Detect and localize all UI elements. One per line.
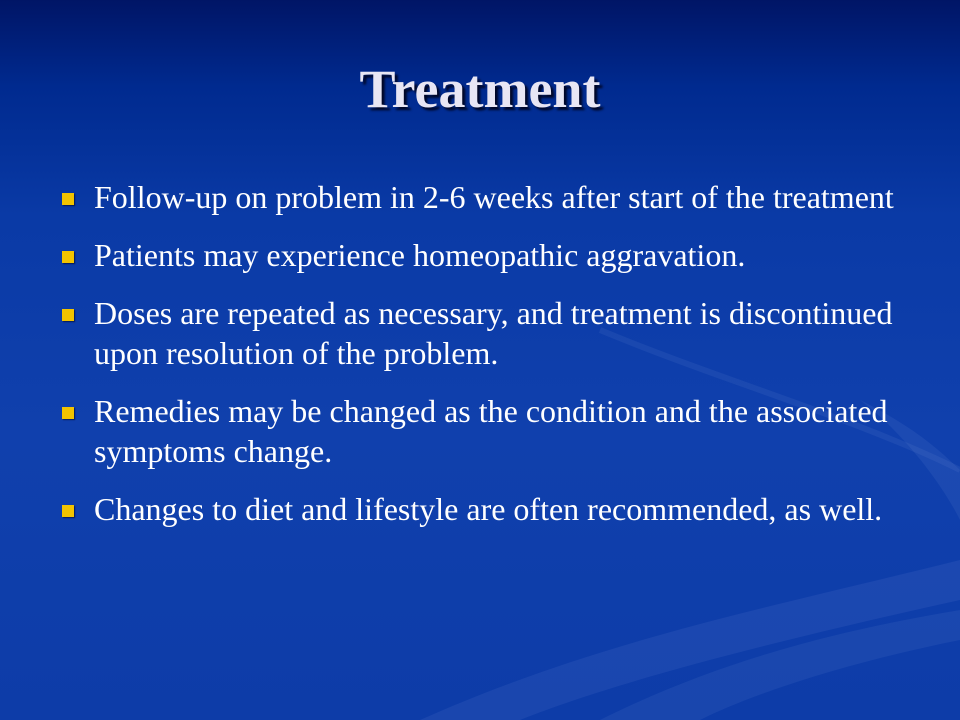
bullet-item [60,293,910,373]
slide-title: Treatment [359,59,601,119]
bullet-text: Remedies may be changed as the condition and the associated symptoms change. [94,393,888,469]
square-bullet-icon [62,251,74,263]
bullet-text: Doses are repeated as necessary, and treatment is discontinued upon resolution of the problem. [94,295,893,371]
bullet-item [60,235,910,275]
bullet-text: Follow-up on problem in 2-6 weeks after start of the treatment [94,179,894,215]
square-bullet-icon [62,505,74,517]
bullet-text: Patients may experience homeopathic aggravation. [94,237,746,273]
bullet-item [60,177,910,217]
bullet-text: Changes to diet and lifestyle are often recommended, as well. [94,491,883,527]
bullet-item [60,391,910,471]
square-bullet-icon [62,407,74,419]
square-bullet-icon [62,193,74,205]
bullet-item [60,489,910,529]
bullet-list [60,177,910,547]
square-bullet-icon [62,309,74,321]
